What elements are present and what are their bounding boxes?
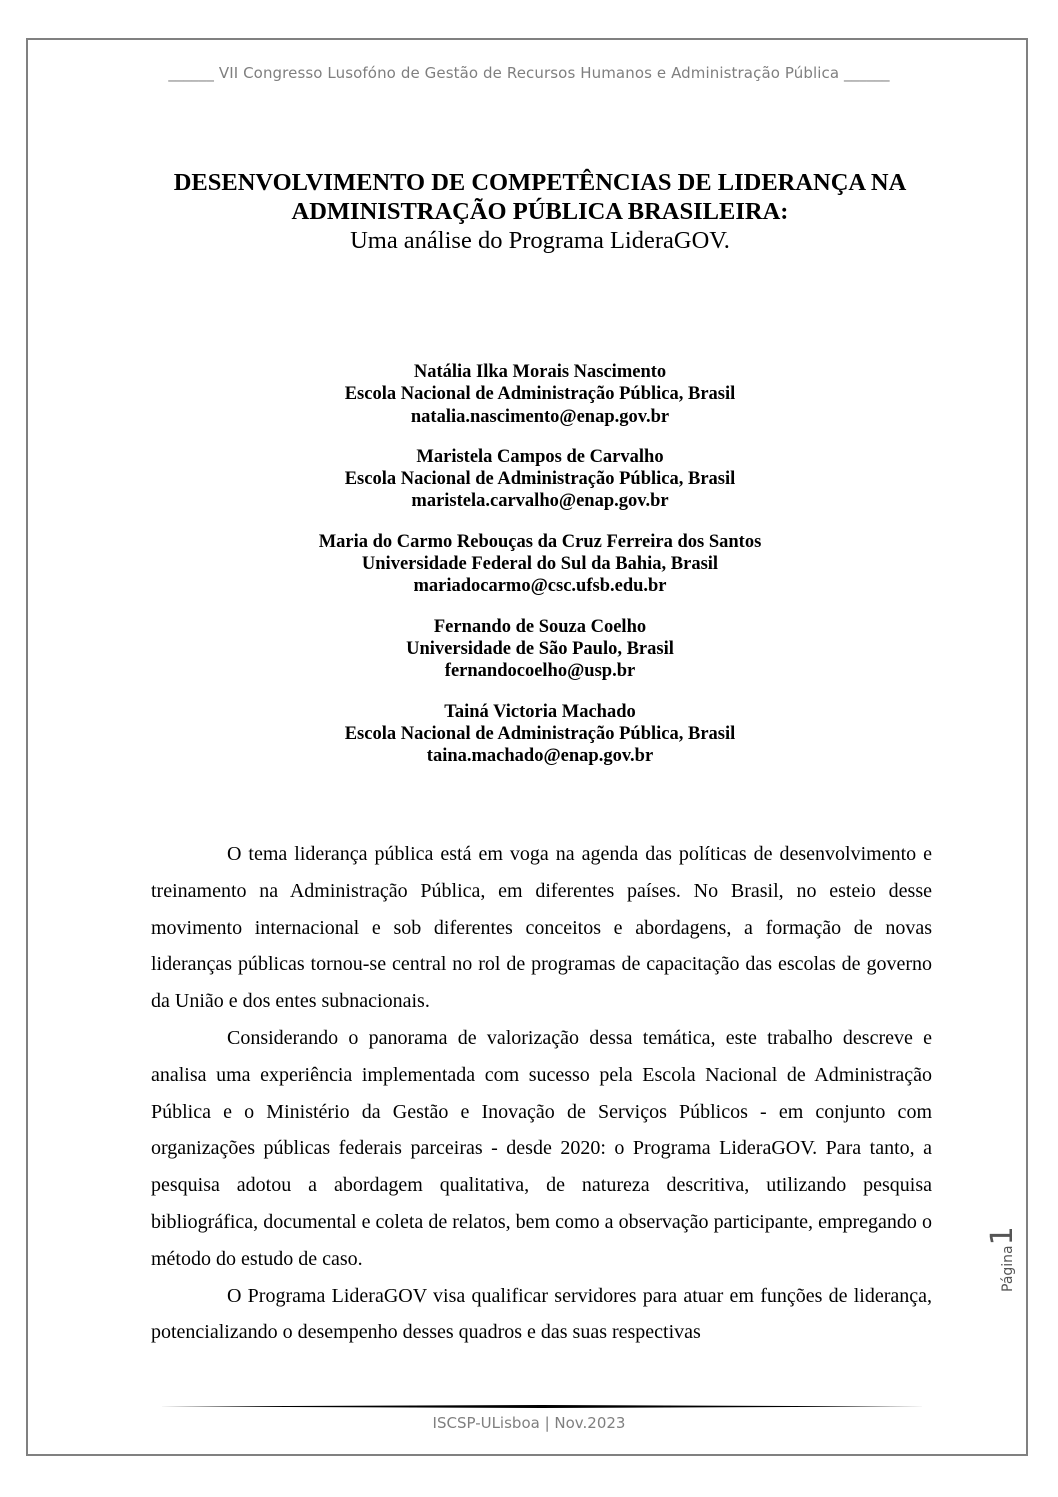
page-label: Página bbox=[1000, 1245, 1016, 1292]
author-name: Natália Ilka Morais Nascimento bbox=[413, 362, 667, 382]
author-email: fernandocoelho@usp.br bbox=[444, 661, 636, 682]
running-footer: ISCSP-ULisboa | Nov.2023 bbox=[432, 1414, 626, 1432]
page-number bbox=[985, 1182, 1030, 1292]
author-list bbox=[90, 361, 990, 785]
author-name: Tainá Victoria Machado bbox=[444, 701, 636, 722]
author-affiliation: Escola Nacional de Administração Pública, Brasil bbox=[344, 384, 736, 405]
page-number-value: 1 bbox=[985, 1226, 1020, 1246]
author-block bbox=[90, 446, 990, 513]
author-email: maristela.carvalho@enap.gov.br bbox=[411, 491, 669, 512]
author-email: mariadocarmo@csc.ufsb.edu.br bbox=[413, 576, 667, 597]
abstract-body bbox=[151, 836, 932, 1351]
author-email: taina.machado@enap.gov.br bbox=[426, 746, 654, 767]
author-block bbox=[90, 701, 990, 768]
title-line-2: ADMINISTRAÇÃO PÚBLICA BRASILEIRA: bbox=[291, 198, 789, 225]
author-affiliation: Escola Nacional de Administração Pública, Brasil bbox=[344, 723, 736, 744]
author-block bbox=[90, 616, 990, 683]
author-name: Maria do Carmo Rebouças da Cruz Ferreira dos Santos bbox=[318, 531, 762, 552]
footer-divider bbox=[158, 1405, 926, 1408]
paper-subtitle: Uma análise do Programa LideraGOV. bbox=[350, 227, 730, 254]
author-affiliation: Universidade de São Paulo, Brasil bbox=[406, 638, 674, 659]
paper-title bbox=[90, 168, 990, 226]
author-name: Maristela Campos de Carvalho bbox=[416, 446, 664, 467]
author-block bbox=[90, 361, 990, 428]
abstract-paragraph-1: O tema liderança pública está em voga na agenda das políticas de desenvolvimento e treinamento na Administração Pública, em diferentes países. No Brasil, no esteio desse movimento internacional e sob diferentes conceitos e abordagens, a formação de novas lideranças públicas tornou-se central no rol de programas de capacitação das escolas de governo da União e dos entes subnacionais. bbox=[151, 843, 932, 1013]
abstract-paragraph-2: Considerando o panorama de valorização dessa temática, este trabalho descreve e analisa uma experiência implementada com sucesso pela Escola Nacional de Administração Pública e o Ministério da Gestão e Inovação de Serviços Públicos - em conjunto com organizações públicas federais parceiras - desde 2020: o Programa LideraGOV. Para tanto, a pesquisa adotou a abordagem qualitativa, de natureza descritiva, utilizando pesquisa bibliográfica, documental e coleta de relatos, bem como a observação participante, empregando o método do estudo de caso. bbox=[151, 1026, 932, 1270]
running-header: ______ VII Congresso Lusofóno de Gestão de Recursos Humanos e Administração Pública ______ bbox=[168, 64, 890, 82]
author-block bbox=[90, 531, 990, 598]
title-line-1: DESENVOLVIMENTO DE COMPETÊNCIAS DE LIDERANÇA NA bbox=[173, 169, 907, 196]
author-affiliation: Universidade Federal do Sul da Bahia, Brasil bbox=[361, 554, 719, 575]
author-affiliation: Escola Nacional de Administração Pública, Brasil bbox=[344, 469, 736, 490]
abstract-paragraph-3: O Programa LideraGOV visa qualificar servidores para atuar em funções de liderança, potencializando o desempenho desses quadros e das suas respectivas bbox=[151, 1284, 932, 1344]
author-name: Fernando de Souza Coelho bbox=[433, 616, 647, 637]
author-email: natalia.nascimento@enap.gov.br bbox=[410, 406, 670, 427]
